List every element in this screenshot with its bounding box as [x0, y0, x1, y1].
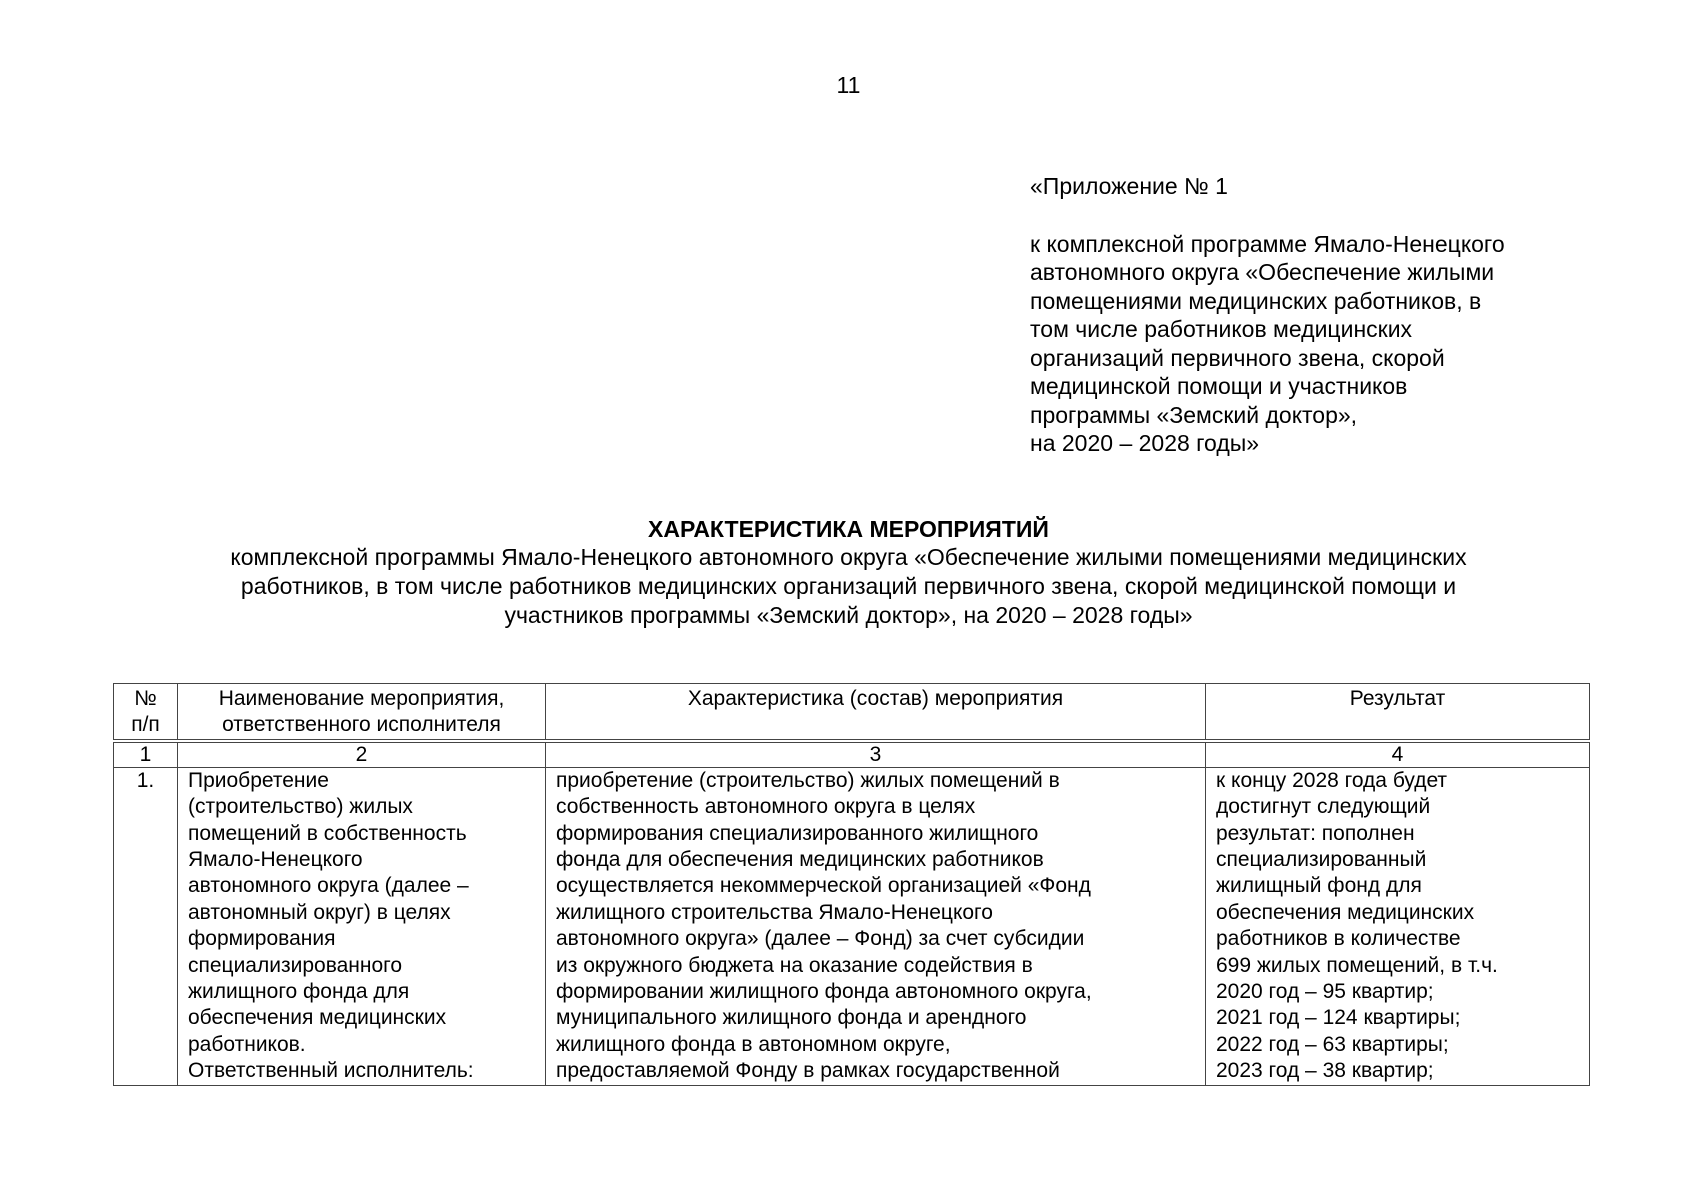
cell-line: формирования специализированного жилищного — [556, 821, 1039, 845]
cell-line: 2020 год – 95 квартир; — [1216, 980, 1434, 1004]
appendix-line: организаций первичного звена, скорой — [1030, 344, 1445, 371]
cell-line: жилищный фонд для — [1216, 874, 1422, 898]
cell-line: обеспечения медицинских — [1216, 900, 1475, 924]
appendix-line: том числе работников медицинских — [1030, 316, 1413, 342]
activities-table — [113, 683, 1590, 1086]
cell-line: работников. — [188, 1032, 306, 1056]
row-name-cell — [178, 767, 546, 1085]
document-subtitle-line: работников, в том числе работников медицинских организаций первичного звена, скорой медицинской помощи и — [240, 573, 1457, 599]
cell-line: (строительство) жилых — [188, 795, 413, 819]
page-number: 11 — [836, 72, 861, 98]
cell-line: 2022 год – 63 квартиры; — [1216, 1032, 1449, 1056]
column-number-row — [114, 741, 1590, 768]
appendix-line: помещениями медицинских работников, в — [1030, 287, 1482, 314]
document-heading: ХАРАКТЕРИСТИКА МЕРОПРИЯТИЙ — [648, 516, 1049, 542]
cell-line: 2023 год – 38 квартир; — [1216, 1059, 1434, 1083]
header-cell-number — [114, 684, 178, 741]
header-cell-name — [178, 684, 546, 741]
cell-line: приобретение (строительство) жилых помещений в — [556, 768, 1060, 792]
cell-line: автономный округ) в целях — [188, 900, 451, 924]
cell-line: из окружного бюджета на оказание содействия в — [556, 953, 1033, 977]
cell-line: жилищного строительства Ямало-Ненецкого — [556, 900, 993, 924]
row-description-cell — [546, 767, 1206, 1085]
cell-line: результат: пополнен — [1216, 821, 1415, 845]
appendix-block — [1030, 172, 1650, 458]
cell-line: обеспечения медицинских — [188, 1006, 447, 1030]
appendix-line: автономного округа «Обеспечение жилыми — [1030, 259, 1495, 285]
cell-line: формировании жилищного фонда автономного округа, — [556, 980, 1092, 1004]
appendix-line: медицинской помощи и участников — [1030, 373, 1408, 399]
cell-line: к концу 2028 года будет — [1216, 768, 1448, 792]
document-subtitle-line: участников программы «Земский доктор», на 2020 – 2028 годы» — [504, 602, 1193, 628]
appendix-title: «Приложение № 1 — [1030, 173, 1228, 199]
cell-line: автономного округа (далее – — [188, 874, 469, 898]
header-text: № — [134, 687, 157, 710]
cell-line: Ответственный исполнитель: — [188, 1059, 474, 1083]
header-text: Характеристика (состав) мероприятия — [687, 687, 1064, 710]
cell-line: работников в количестве — [1216, 927, 1461, 951]
cell-line: специализированный — [1216, 848, 1427, 872]
header-text: ответственного исполнителя — [222, 713, 501, 737]
appendix-line: программы «Земский доктор», — [1030, 401, 1358, 428]
document-title-block — [0, 515, 1697, 630]
header-cell-description — [546, 684, 1206, 741]
header-text: п/п — [131, 713, 160, 737]
cell-line: достигнут следующий — [1216, 795, 1431, 819]
header-text: Результат — [1349, 687, 1446, 710]
cell-line: автономного округа» (далее – Фонд) за счет субсидии — [556, 927, 1085, 951]
cell-line: жилищного фонда для — [188, 980, 410, 1004]
cell-line: 699 жилых помещений, в т.ч. — [1216, 953, 1498, 977]
cell-line: Приобретение — [188, 768, 329, 792]
table-header-row — [114, 684, 1590, 741]
cell-line: собственность автономного округа в целях — [556, 795, 976, 819]
column-number-cell: 3 — [546, 741, 1206, 768]
document-subtitle-line: комплексной программы Ямало-Ненецкого автономного округа «Обеспечение жилыми помещениями медицинских — [230, 544, 1467, 570]
cell-line: предоставляемой Фонду в рамках государственной — [556, 1059, 1060, 1083]
cell-line: специализированного — [188, 953, 403, 977]
table-row — [114, 767, 1590, 1085]
row-result-cell — [1206, 767, 1590, 1085]
row-number-cell: 1. — [114, 767, 178, 1085]
cell-line: жилищного фонда в автономном округе, — [556, 1032, 951, 1056]
cell-line: Ямало-Ненецкого — [188, 848, 363, 872]
cell-line: осуществляется некоммерческой организацией «Фонд — [556, 874, 1091, 898]
cell-line: формирования — [188, 927, 336, 951]
column-number-cell: 2 — [178, 741, 546, 768]
cell-line: 2021 год – 124 квартиры; — [1216, 1006, 1461, 1030]
header-cell-result — [1206, 684, 1590, 741]
column-number-cell: 4 — [1206, 741, 1590, 768]
header-text: Наименование мероприятия, — [218, 687, 505, 710]
cell-line: муниципального жилищного фонда и арендного — [556, 1006, 1027, 1030]
appendix-line: на 2020 – 2028 годы» — [1030, 430, 1260, 456]
cell-line: помещений в собственность — [188, 821, 467, 845]
column-number-cell: 1 — [114, 741, 178, 768]
cell-line: фонда для обеспечения медицинских работников — [556, 848, 1044, 872]
appendix-line: к комплексной программе Ямало-Ненецкого — [1030, 230, 1505, 257]
